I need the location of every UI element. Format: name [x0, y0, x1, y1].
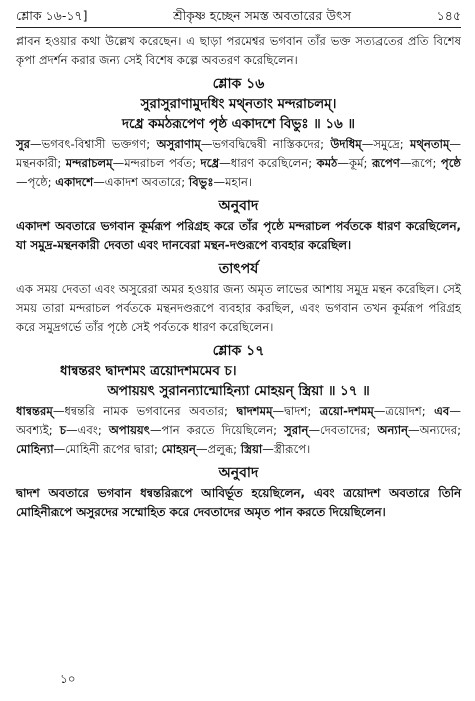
synonym-meaning: —অন্যদের;: [408, 423, 461, 437]
synonym-term: চ: [59, 423, 66, 437]
sloka-16-purport: এক সময় দেবতা এবং অসুরেরা অমর হওয়ার জন্য অমৃত লাভের আশায় সমুদ্র মন্থন করেছিল। সেই সময় তারা মন্দরাচল পর্বতকে মন্থনদণ্ডরূপে ব্যবহার করছিল, এবং ভগবান তখন কূর্মরূপ পরিগ্রহ করে সমুদ্রগর্ভে তাঁর পৃষ্ঠে সেই পর্বতকে ধারণ করেছিলেন।: [16, 282, 461, 334]
synonym-meaning: —ধন্বন্তরি নামক ভগবানের অবতার;: [52, 404, 237, 418]
synonym-meaning: —অবশ্যই;: [16, 404, 461, 437]
synonym-term: সুরান্‌: [284, 423, 309, 437]
synonym-meaning: —ভগবৎ-বিশ্বাসী ভক্তগণ;: [30, 137, 157, 151]
footer-signature-mark: ১০: [60, 672, 76, 686]
synonym-meaning: —ত্রয়োদশ;: [373, 404, 435, 418]
sloka-17-synonyms: [16, 402, 461, 459]
synonym-meaning: —স্ত্রীরূপে।: [262, 442, 311, 456]
header-rule: [16, 27, 461, 28]
synonym-term: অসুরাণাম্‌: [156, 137, 201, 151]
synonym-meaning: —এবং;: [65, 423, 109, 437]
synonym-term: দ্বাদশমম্‌: [236, 404, 273, 418]
sloka-17-heading: শ্লোক ১৭: [212, 343, 265, 359]
synonym-term: অপায়য়ৎ: [108, 423, 150, 437]
running-header: [16, 8, 461, 27]
header-chapter-title: শ্রীকৃষ্ণ হচ্ছেন সমস্ত অবতারের উৎস: [173, 8, 351, 23]
synonym-meaning: —পান করতে দিয়েছিলেন;: [149, 423, 285, 437]
sloka-16-translation-heading: অনুবাদ: [218, 198, 259, 214]
sloka-17-translation-heading: অনুবাদ: [218, 465, 259, 481]
page-number: ১৪৫: [436, 8, 461, 23]
synonym-meaning: —মহান।: [213, 175, 253, 189]
synonym-term: দধ্রে: [200, 156, 220, 170]
header-verse-range: শ্লোক ১৬-১৭]: [16, 8, 88, 23]
sloka-16-verse-line-1: সুরাসুরাণামুদধিং মথ্নতাং মন্দরাচলম্‌।: [140, 97, 337, 112]
synonym-term: ত্রয়ো-দশমম্‌: [319, 404, 374, 418]
sloka-17-verse-line-2: অপায়য়ৎ সুরানন্যান্মোহিন্যা মোহয়ন্‌ স্ত্রিয়া ॥ ১৭ ॥: [107, 384, 370, 399]
synonym-term: উদধিম্‌: [330, 137, 362, 151]
sloka-17-translation: দ্বাদশ অবতারে ভগবান ধন্বন্তরিরূপে আবির্ভূত হয়েছিলেন, এবং ত্রয়োদশ অবতারে তিনি মোহিনীরূপে অসুরদের সম্মোহিত করে দেবতাদের অমৃত পান করতে দিয়েছিলেন।: [16, 486, 461, 519]
synonym-term: মোহিন্যা: [16, 442, 54, 456]
synonym-meaning: —রূপে;: [399, 156, 441, 170]
synonym-meaning: —কূর্ম;: [337, 156, 372, 170]
synonym-term: একাদশে: [55, 175, 94, 189]
synonym-term: মন্দরাচলম্‌: [65, 156, 113, 170]
synonym-meaning: —সমুদ্রে;: [361, 137, 411, 151]
synonym-term: রূপেণ: [371, 156, 400, 170]
synonym-meaning: —একাদশ অবতারে;: [93, 175, 189, 189]
sloka-16-heading: শ্লোক ১৬: [212, 76, 265, 92]
synonym-meaning: —মোহিনী রূপের দ্বারা;: [53, 442, 162, 456]
synonym-term: মোহয়ন্‌: [161, 442, 196, 456]
intro-paragraph: প্লাবন হওয়ার কথা উল্লেখ করেছেন। এ ছাড়া পরমেশ্বর ভগবান তাঁর ভক্ত সত্যব্রতের প্রতি বিশেষ কৃপা প্রদর্শন করার জন্য সেই বিশেষ কল্পে অবতরণ করেছিলেন।: [16, 34, 461, 67]
synonym-term: স্ত্রিয়া: [240, 442, 263, 456]
synonym-term: সুর: [16, 137, 31, 151]
synonym-meaning: —মন্থনকারী;: [16, 137, 461, 170]
synonym-meaning: —ভগবদ্বিদ্বেষী নাস্তিকদের;: [200, 137, 331, 151]
synonym-meaning: —দ্বাদশ;: [272, 404, 320, 418]
synonym-term: অন্যান্‌: [377, 423, 409, 437]
synonym-term: ধান্বন্তরম্‌: [16, 404, 53, 418]
synonym-meaning: —প্রলুব্ধ;: [195, 442, 241, 456]
synonym-term: পৃষ্ঠে: [440, 156, 461, 170]
synonym-meaning: —ধারণ করেছিলেন;: [219, 156, 317, 170]
synonym-meaning: —দেবতাদের;: [308, 423, 378, 437]
synonym-meaning: —পৃষ্ঠে;: [16, 175, 56, 189]
sloka-16-verse-line-2: দধ্রে কমঠরূপেণ পৃষ্ঠ একাদশে বিভুঃ ॥ ১৬ ॥: [122, 117, 355, 132]
synonym-term: কমঠ: [316, 156, 338, 170]
sloka-16-purport-heading: তাৎপর্য: [218, 261, 259, 277]
synonym-term: এব: [434, 404, 450, 418]
synonym-meaning: —মন্দরাচল পর্বত;: [112, 156, 201, 170]
synonym-term: মথ্নতাম্‌: [410, 137, 450, 151]
sloka-16-translation: একাদশ অবতারে ভগবান কূর্মরূপ পরিগ্রহ করে তাঁর পৃষ্ঠে মন্দরাচল পর্বতকে ধারণ করেছিলেন, যা সমুদ্র-মন্থনকারী দেবতা এবং দানবেরা মন্থন-দণ্ডরূপে ব্যবহার করেছিল।: [16, 219, 461, 252]
sloka-17-verse-line-1: ধান্বন্তরং দ্বাদশমং ত্রয়োদশমমেব চ।: [60, 364, 237, 379]
sloka-16-synonyms: [16, 135, 461, 192]
synonym-term: বিভুঃ: [188, 175, 214, 189]
